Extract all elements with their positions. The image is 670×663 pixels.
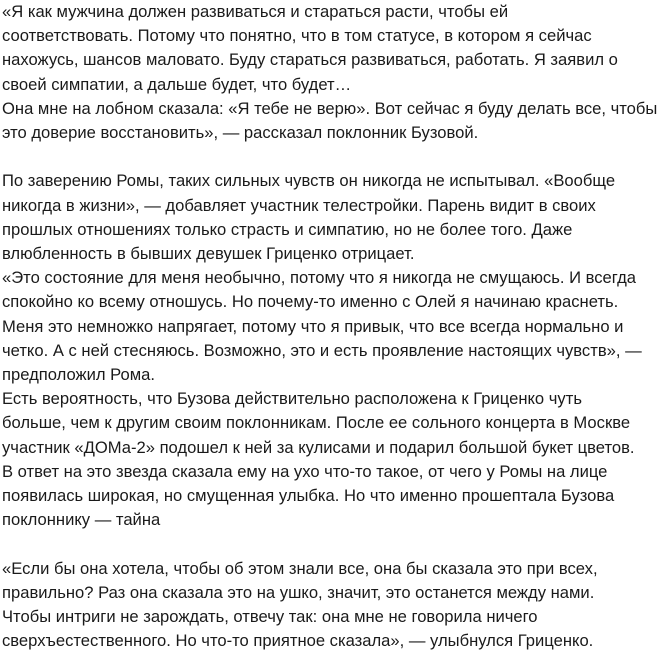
paragraph-quote-develop: «Я как мужчина должен развиваться и стараться расти, чтобы ей соответствовать. Потому что понятно, что в том статусе, в котором я сейчас нахожусь, шансов маловато. Буду стараться развиваться, работать. Я заявил о своей симпатии, а дальше будет, что будет… Она мне на лобном сказала: «Я тебе не верю». Вот сейчас я буду делать все, чтобы это доверие восстановить», — рассказал поклонник Бузовой. xyxy=(2,2,658,143)
paragraph-quote-secret: «Если бы она хотела, чтобы об этом знали все, она бы сказала это при всех, правильно? Раз она сказала это на ушко, значит, это останется между нами. Чтобы интриги не зарождать, отвечу так: она мне не говорила ничего сверхъестественного. Но что-то приятное сказала», — улыбнулся Гриценко. xyxy=(2,558,598,651)
paragraph-feelings: По заверению Ромы, таких сильных чувств он никогда не испытывал. «Вообще никогда в жизни», — добавляет участник телестройки. Парень видит в своих прошлых отношениях только страсть и симпатию, но не более того. Даже влюбленность в бывших девушек Гриценко отрицает. «Это состояние для меня необычно, потому что я никогда не смущаюсь. И всегда спокойно ко всему отношусь. Но почему-то именно с Олей я начинаю краснеть. Меня это немножко напрягает, потому что я привык, что все всегда нормально и четко. А с ней стесняюсь. Возможно, это и есть проявление настоящих чувств», — предположил Рома. Есть вероятность, что Бузова действительно расположена к Гриценко чуть больше, чем к другим своим поклонникам. После ее сольного концерта в Москве участник «ДОМа-2» подошел к ней за кулисами и подарил большой букет цветов. В ответ на это звезда сказала ему на ухо что-то такое, от чего у Ромы на лице появилась широкая, но смущенная улыбка. Но что именно прошептала Бузова поклоннику — тайна xyxy=(2,171,642,530)
